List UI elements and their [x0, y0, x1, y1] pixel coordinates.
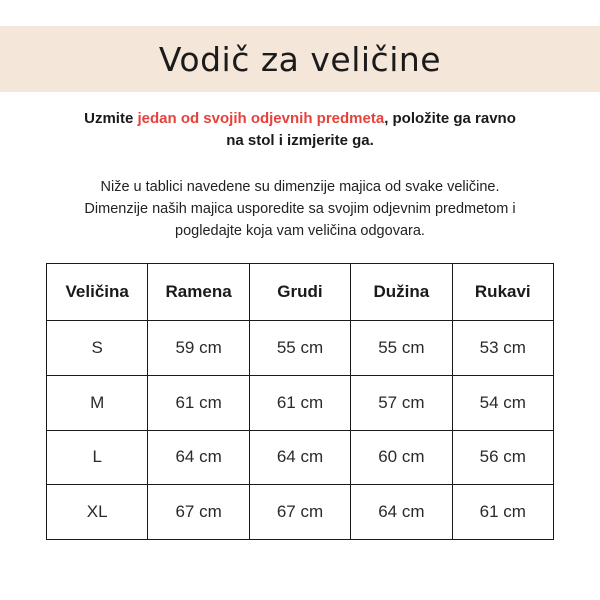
table-cell: 64 cm	[249, 430, 350, 485]
instruction-start: Uzmite	[84, 110, 138, 127]
description-line1: Niže u tablici navedene su dimenzije majica od svake veličine.	[100, 179, 500, 195]
table-cell: 60 cm	[351, 430, 452, 485]
table-cell: S	[47, 321, 148, 376]
table-row	[47, 375, 554, 430]
table-cell: 67 cm	[249, 485, 350, 540]
table-cell: 67 cm	[148, 485, 249, 540]
size-table	[46, 263, 554, 540]
instruction-line1-end: , položite ga ravno	[384, 110, 516, 127]
description-text	[30, 176, 570, 242]
instruction-line2: na stol i izmjerite ga.	[226, 132, 374, 149]
table-cell: 64 cm	[351, 485, 452, 540]
table-cell: 59 cm	[148, 321, 249, 376]
table-row	[47, 485, 554, 540]
table-cell: 55 cm	[351, 321, 452, 376]
description-line2: Dimenzije naših majica usporedite sa svojim odjevnim predmetom i	[84, 201, 516, 217]
table-cell: 64 cm	[148, 430, 249, 485]
instruction-highlight: jedan od svojih odjevnih predmeta	[137, 110, 385, 127]
table-cell: 57 cm	[351, 375, 452, 430]
header-size: Veličina	[47, 264, 148, 321]
table-cell: 61 cm	[148, 375, 249, 430]
header-length: Dužina	[351, 264, 452, 321]
table-row	[47, 430, 554, 485]
header-chest: Grudi	[249, 264, 350, 321]
table-cell: XL	[47, 485, 148, 540]
table-cell: 53 cm	[452, 321, 553, 376]
page-title: Vodič za veličine	[158, 39, 442, 79]
instruction-text	[40, 108, 560, 152]
header-sleeves: Rukavi	[452, 264, 553, 321]
table-row	[47, 321, 554, 376]
description-line3: pogledajte koja vam veličina odgovara.	[175, 223, 425, 239]
table-cell: 55 cm	[249, 321, 350, 376]
title-band	[0, 26, 600, 92]
table-cell: L	[47, 430, 148, 485]
table-cell: M	[47, 375, 148, 430]
table-header-row	[47, 264, 554, 321]
table-cell: 56 cm	[452, 430, 553, 485]
table-cell: 61 cm	[452, 485, 553, 540]
table-cell: 61 cm	[249, 375, 350, 430]
header-shoulders: Ramena	[148, 264, 249, 321]
table-cell: 54 cm	[452, 375, 553, 430]
